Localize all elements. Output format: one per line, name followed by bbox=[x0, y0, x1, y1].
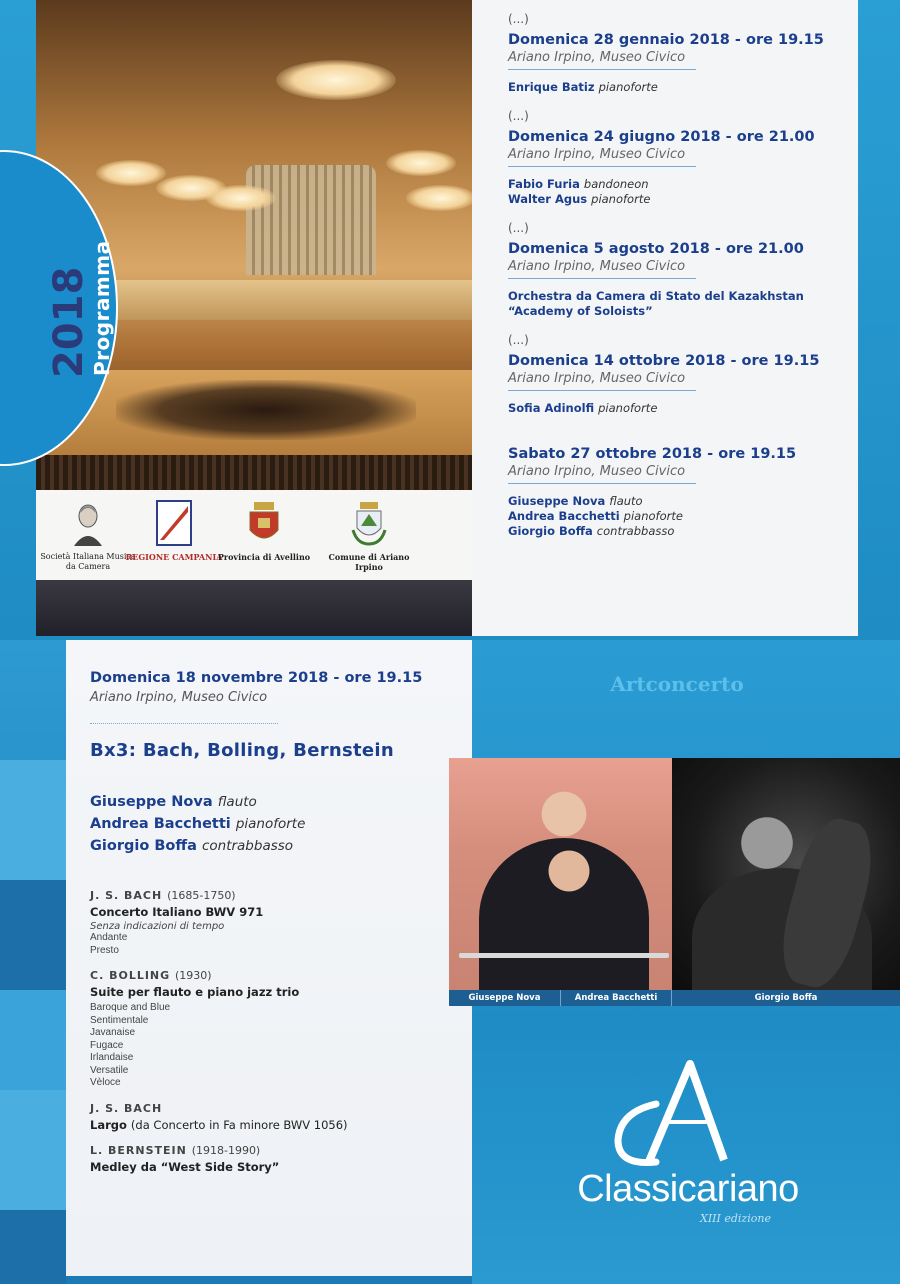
work-title: Medley da “West Side Story” bbox=[90, 1159, 280, 1174]
divider bbox=[508, 483, 696, 484]
program-panel bbox=[472, 0, 858, 636]
organ-pipes bbox=[246, 165, 376, 275]
performer: Giuseppe Nova flauto bbox=[508, 494, 643, 508]
performer: Fabio Furia bandoneon bbox=[508, 177, 649, 191]
performer: Sofia Adinolfi pianoforte bbox=[508, 401, 658, 415]
work-item bbox=[90, 969, 472, 1090]
movement: Irlandaise bbox=[90, 1052, 134, 1063]
movement: Presto bbox=[90, 944, 119, 956]
performer: Giorgio Boffa contrabbasso bbox=[508, 524, 675, 538]
work-item bbox=[90, 1144, 472, 1174]
movement: Baroque and Blue bbox=[90, 1002, 171, 1013]
work-title: Suite per flauto e piano jazz trio bbox=[90, 985, 300, 999]
performer: Andrea Bacchetti pianoforte bbox=[90, 816, 306, 832]
event-item bbox=[508, 333, 858, 416]
divider bbox=[508, 166, 696, 167]
dark-strip bbox=[36, 580, 472, 636]
event-item bbox=[508, 12, 858, 95]
ellipsis: (...) bbox=[508, 333, 529, 347]
event-place: Ariano Irpino, Museo Civico bbox=[508, 259, 686, 274]
provincia-crest-icon bbox=[246, 500, 282, 546]
left-stripes bbox=[0, 760, 66, 1284]
program-label bbox=[48, 240, 114, 378]
divider bbox=[90, 723, 278, 724]
performer: Orchestra da Camera di Stato del Kazakhstan bbox=[508, 289, 804, 303]
artconcerto-label: Artconcerto bbox=[610, 672, 744, 696]
performer: Andrea Bacchetti pianoforte bbox=[508, 509, 683, 523]
comune-crest-icon bbox=[351, 500, 387, 546]
event-date: Domenica 24 giugno 2018 - ore 21.00 bbox=[508, 129, 815, 145]
event-item bbox=[508, 446, 858, 539]
work-title: Largo (da Concerto in Fa minore BWV 1056) bbox=[90, 1117, 348, 1132]
sponsor-label: REGIONE CAMPANIA bbox=[125, 552, 223, 562]
works-list bbox=[90, 889, 472, 1174]
sponsor-logos bbox=[36, 490, 472, 580]
ellipsis: (...) bbox=[508, 221, 529, 235]
sponsor-label: Provincia di Avellino bbox=[217, 552, 311, 562]
movement: Javanaise bbox=[90, 1027, 136, 1038]
ellipsis: (...) bbox=[508, 12, 529, 26]
event-date: Domenica 14 ottobre 2018 - ore 19.15 bbox=[508, 353, 820, 369]
audience bbox=[36, 455, 472, 490]
caption-nova: Giuseppe Nova bbox=[449, 990, 561, 1006]
movement: Fugace bbox=[90, 1039, 124, 1051]
event-place: Ariano Irpino, Museo Civico bbox=[508, 50, 686, 65]
chandelier bbox=[386, 150, 456, 176]
program-word: Programma bbox=[90, 240, 114, 376]
program-year: 2018 bbox=[46, 266, 92, 378]
work-item bbox=[90, 889, 472, 957]
movement: Sentimentale bbox=[90, 1014, 149, 1026]
event-date: Sabato 27 ottobre 2018 - ore 19.15 bbox=[508, 446, 797, 462]
movement: Versatile bbox=[90, 1064, 129, 1076]
sponsor-campania bbox=[124, 500, 224, 562]
event-date: Domenica 28 gennaio 2018 - ore 19.15 bbox=[508, 32, 824, 48]
sponsor-label: Comune di Ariano Irpino bbox=[328, 552, 410, 572]
performer: Enrique Batiz pianoforte bbox=[508, 80, 658, 94]
sponsor-label: Società Italiana Musica da Camera bbox=[40, 552, 136, 571]
performer: Giorgio Boffa contrabbasso bbox=[90, 838, 294, 854]
sponsor-ariano bbox=[319, 500, 419, 572]
brand-edition: XIII edizione bbox=[700, 1212, 771, 1225]
portrait-icon bbox=[70, 500, 106, 546]
photo-captions bbox=[449, 990, 900, 1006]
caption-boffa: Giorgio Boffa bbox=[754, 993, 818, 1003]
event-date: Domenica 5 agosto 2018 - ore 21.00 bbox=[508, 241, 804, 257]
brand-name: Classicariano bbox=[577, 1168, 799, 1210]
performer: “Academy of Soloists” bbox=[508, 304, 653, 318]
featured-date: Domenica 18 novembre 2018 - ore 19.15 bbox=[90, 670, 423, 686]
musician-face bbox=[529, 836, 609, 906]
musicians-photo bbox=[449, 758, 672, 990]
event-item bbox=[508, 109, 858, 207]
work-item bbox=[90, 1102, 472, 1132]
featured-place: Ariano Irpino, Museo Civico bbox=[90, 690, 268, 705]
movement: Vèloce bbox=[90, 1077, 121, 1088]
composer: J. S. BACH (1685-1750) bbox=[90, 889, 236, 902]
caption-bacchetti: Andrea Bacchetti bbox=[561, 990, 672, 1006]
composer: L. BERNSTEIN (1918-1990) bbox=[90, 1143, 261, 1157]
sponsor-sim bbox=[38, 500, 138, 572]
event-place: Ariano Irpino, Museo Civico bbox=[508, 464, 686, 479]
work-title: Concerto Italiano BWV 971 bbox=[90, 905, 264, 919]
bassist-photo bbox=[672, 758, 900, 990]
regione-campania-icon bbox=[150, 500, 198, 546]
ellipsis: (...) bbox=[508, 109, 529, 123]
performer: Giuseppe Nova flauto bbox=[90, 794, 257, 810]
divider bbox=[508, 390, 696, 391]
event-place: Ariano Irpino, Museo Civico bbox=[508, 371, 686, 386]
performer: Walter Agus pianoforte bbox=[508, 192, 651, 206]
work-tempo: Senza indicazioni di tempo bbox=[90, 921, 225, 932]
chandelier bbox=[406, 185, 472, 211]
orchestra bbox=[116, 380, 416, 440]
flute bbox=[459, 953, 669, 958]
chandelier bbox=[96, 160, 166, 186]
movement: Andante bbox=[90, 932, 128, 943]
sponsor-avellino bbox=[214, 500, 314, 562]
chandelier bbox=[276, 60, 396, 100]
composer: J. S. BACH bbox=[90, 1101, 163, 1115]
event-place: Ariano Irpino, Museo Civico bbox=[508, 147, 686, 162]
divider bbox=[508, 69, 696, 70]
composer: C. BOLLING (1930) bbox=[90, 969, 212, 982]
featured-performers bbox=[90, 791, 472, 857]
divider bbox=[508, 278, 696, 279]
chandelier bbox=[206, 185, 276, 211]
featured-title: Bx3: Bach, Bolling, Bernstein bbox=[90, 740, 395, 761]
event-item bbox=[508, 221, 858, 319]
featured-concert-card bbox=[66, 640, 472, 1276]
